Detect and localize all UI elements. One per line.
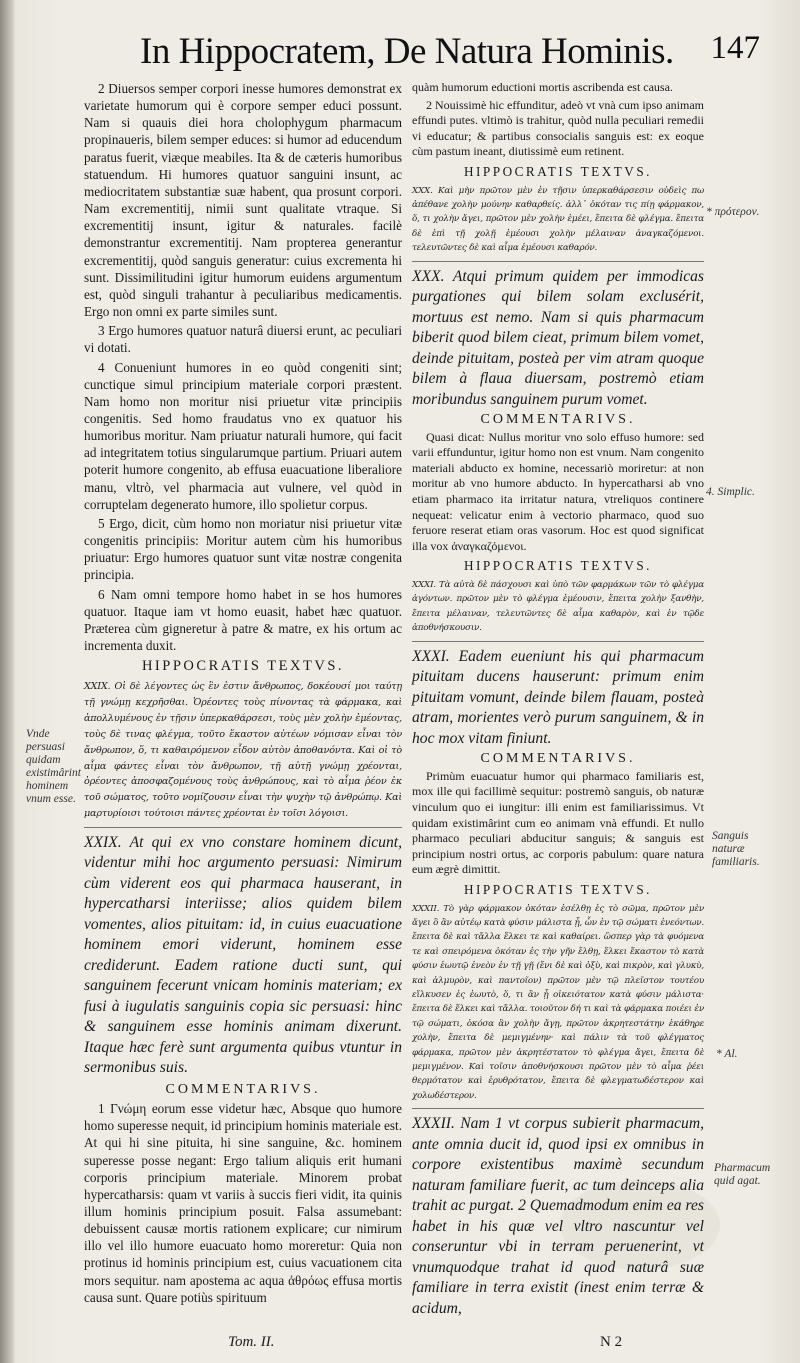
divider [412,1108,704,1109]
paragraph: 6 Nam omni tempore homo habet in se hos humores quatuor. Itaque iam vt homo euasit, habet hæc quatuor. Præterea cùm gigneretur à patre & matre, ex his ortum ac incrementa duxit. [84,586,402,653]
paragraph: 2 Nouissimè hic effunditur, adeò vt vnà cum ipso animam effundi putes. vltimò is trahitur, quòd nulla peculiari remedii vi educatur; & partibus consocialis sanguis est: ex eoque cùm pastum ineant, diutissimè eum retinent. [412,97,704,159]
commentary-heading: COMMENTARIVS. [480,412,636,428]
volume-signature: Tom. II. [228,1334,275,1350]
paragraph: quàm humorum eductioni mortis ascribenda est causa. [412,80,673,94]
page-number: 147 [710,30,760,66]
latin-translation: XXIX. At qui ex vno constare hominem dicunt, videntur mihi hoc argumento persuasi: Nimirum cùm viderent eos qui pharmaca hauserant, in hypercatharsi interiisse; alios quidem bilem vomentes, alios pituitam: id, in cuius euacuatione hominem emori viderunt, hominem esse crediderunt. Eadem ratione ducti sunt, qui sanguinem fecerunt vnicam hominis materiam; ex fusi à iugulatis sanguinis copia sic persuasi: hinc & sanguinem esse hominis animam dixerunt. Itaque hæc ferè sunt argumenta quibus vtuntur in sermonibus suis. [84,833,402,1077]
page-title: In Hippocratem, De Natura Hominis. [140,31,674,72]
section-heading: HIPPOCRATIS TEXTVS. [464,163,652,179]
section-heading: HIPPOCRATIS TEXTVS. [464,558,652,574]
binding-shadow [0,0,14,1363]
section-heading: HIPPOCRATIS TEXTVS. [141,658,345,675]
paragraph: 4 Conueniunt humores in eo quòd congeniti sint; cunctique simul principium materiale corpori præstent. Nam homo non moritur nisi priuetur vitæ principiis congenitis. Sed homo fraudatus vno ex quatuor his humoribus moritur. Nam priuatur naturali humore, qui facit ad integritatem totius singularumque partium. Priuari autem poterit humore congenito, ab effusa euacuatione liberaliore manu, vltrò, vel pharmacia aut vulnere, vel quòd in corruptelam degenerato humore, illo spolietur corpus. [84,359,402,512]
greek-text: XXIX. Οἱ δὲ λέγοντες ὡς ἓν ἐστιν ἄνθρωπος, δοκέουσί μοι ταύτῃ τῇ γνώμῃ κεχρῆσθαι. Ὁρέοντες τοὺς πίνοντας τὰ φάρμακα, καὶ ἀπολλυμένους ἐν τῇσιν ὑπερκαθάρσεσι, τοὺς μὲν χολὴν ἐμέοντας, τοὺς δὲ τινας φλέγμα, τοῦτο ἕκαστον αὐτέων νόμισαν εἶναι τὸν ἄνθρωπον, ὅ, τι καθαιρόμενον εἶδον αὐτὸν ἀποθανόντα. Καὶ οἱ τὸ αἷμα φάντες εἶναι τὸν ἄνθρωπον, τῇ αὐτῇ γνώμῃ χρέονται, ὁρέοντες ἀποσφαζομένους τοὺς ἀνθρώπους, καὶ τὸ αἷμα ῥέον ἐκ τοῦ σώματος, τοῦτο νομίζουσιν εἶναι τὴν ψυχὴν τῷ ἀνθρώπῳ. Καὶ μαρτυρίοισι τούτοισι πάντες χρέονται ἐν τοῖσι λόγοισι. [84,681,402,820]
margin-note: Vnde persuasi quidam existimârint hominem vnum esse. [26,728,81,805]
divider [84,827,402,828]
commentary-text: Quasi dicat: Nullus moritur vno solo effuso humore: sed varii effunduntur, igitur homo non est vnum. Nam congenito materiali abducto ex homine, necessariò moriretur: at non moritur ab vno humore abducto. In hypercatharsi ab vno etiam pharmaco ita irritatur natura, vtreliquos continere nequeat: velicatur enim à vectorio pharmaco, quod suo feruore reserat etiam oras vasorum. Hoc est quod significat illa vox ἀναγκαζόμενοι. [412,429,704,553]
margin-note: Pharmacum quid agat. [714,1162,771,1187]
greek-text: XXXII. Τὸ γὰρ φάρμακον ὁκόταν ἐσέλθῃ ἐς τὸ σῶμα, πρῶτον μὲν ἄγει ὃ ἂν αὐτέῳ κατὰ φύσιν μάλιστα ᾖ, ὧν ἐν τῷ σώματι ἐνεόντων. ἔπειτα δὲ καὶ τἄλλα ἕλκει τε καὶ καθαίρει. ὥσπερ γὰρ τὰ φυόμενα τε καὶ σπειρόμενα ὁκόταν ἐς τὴν γῆν ἔλθῃ, ἕλκει ἕκαστον τὸ κατὰ φύσιν ἑωυτῷ ἐνεὸν ἐν τῇ γῇ (ἔνι δὲ καὶ ὀξὺ, καὶ πικρὸν, καὶ γλυκὺ, καὶ ἁλμυρὸν, καὶ παντοῖον) πρῶτον μὲν τῷ πλεῖστον τουτέου εἵλκυσεν ἐς ἑωυτὸ, ὅ, τι ἂν ᾖ οἰκειότατον κατὰ φύσιν μάλιστα· ἔπειτα δὲ ἕλκει καὶ τἄλλα. τοιοῦτον δή τι καὶ τὰ φάρμακα ποιέει ἐν τῷ σώματι, ὁκόσα ἂν χολὴν ἄγῃ, πρῶτον ἀκρητεστάτην ἐκάθηρε χολὴν, ἔπειτα δὲ μεμιγμένην· καὶ πάλιν τὰ τοῦ φλέγματος φάρμακα, πρῶτον μὲν ἀκρητέστατον τὸ φλέγμα ἄγει, ἔπειτα δὲ μεμιγμένον. Καὶ τοῖσιν ἀποθνήσκουσι πρῶτον μὲν τὸ αἷμα ῥέει θερμότατον καὶ ἐρυθρότατον, ἔπειτα δὲ φλεγματωδέστερον καὶ χολωδέστερον. [412,903,704,1101]
running-header [140,30,760,74]
margin-note: Sanguis naturæ familiaris. [712,830,760,868]
paragraph: 5 Ergo, dicit, cùm homo non moriatur nisi priuetur vitæ congenitis principiis: Moritur autem cùm his humoribus priuatur: Ergo humores quatuor sunt vitæ nostræ congenita principia. [84,515,402,583]
divider [412,641,704,642]
latin-translation: XXXI. Eadem eueniunt his qui pharmacum pituitam ducens hauserunt: primum enim pituitam vomunt, deinde bilem flauam, posteà atram, morientes verò purum sanguinem, & in hoc mox vitam finiunt. [412,647,704,747]
divider [412,261,704,262]
margin-note: * Al. [716,1048,738,1060]
paragraph: 2 Diuersos semper corpori inesse humores demonstrat ex varietate humorum qui è corpore semper educi possunt. Nam si quauis diei hora cholophygum pharmacum propinaueris, bilem semper educes: si humor ad educendum paratus fuerit, viæque meabiles. Ita & de cæteris humoribus statuendum. Hi humores quatuor sanguini insunt, ac mediocritatem substantiæ suæ habent, qua prosunt corpori. Nam excrementitij, nimii sunt qualitate vtraque. Si excrementitij insunt, igitur & naturales. facilè demonstrantur excrementitij. Nam propterea generantur excrementitij, quòd sanguis generatur: cuius excrementa hi sunt. Dissimilitudini igitur humorum euidens argumentum est, quòd singuli trahantur à peculiaribus medicamentis. Ergo non omni ex parte similes sunt. [84,81,402,320]
gathering-signature: N 2 [600,1334,623,1350]
greek-text: XXX. Καὶ μὴν πρῶτον μὲν ἐν τῇσιν ὑπερκαθάρσεσιν οὐδεὶς πω ἀπέθανε χολὴν μούνην καθαρθείς. ἀλλ᾽ ὁκόταν τις πίῃ φάρμακον, ὅ, τι χολὴν ἄγει, πρῶτον μὲν χολὴν ἐμέει, ἔπειτα δὲ φλέγμα. ἔπειτα δὲ ἐπὶ τῇ χολῇ ἐμέουσι χολὴν μέλαιναν ἀναγκαζόμενοι. τελευτῶντες δὲ καὶ αἷμα ἐμέουσι καθαρόν. [412,185,704,254]
right-column [412,80,704,1321]
commentary-heading: COMMENTARIVS. [480,751,636,767]
commentary-text: 1 Γνώμη eorum esse videtur hæc, Absque quo humore homo superesse nequit, id principium hominis materiale est. At qui hi sine pituita, hi sine sanguine, &c. hominem superesse posse negant: Ergo talium aliquis erit humani corporis principium materiale. Minorem probat hypercatharsis: quam vt variis à succis fieri vidit, ita quinis illum hominis principium posuit. Falsa assumebant: debuissent causæ mortis rationem explicare; cur nimirum illo vel illo humore euacuato homo moreretur: Quia non protinus id hominis principium est, cuius vacuationem cita mors sequitur. nam apostema ac aqua ἀθρόως effusa mortis causa sunt. Quare potiùs spirituum [84,1101,402,1305]
commentary-text: Primùm euacuatur humor qui pharmaco familiaris est, mox ille qui facillimè sequitur: postremò sanguis, ob naturæ vinculum quo ei iungitur: illi enim est familiarissimus. Vt quidam existimârint cum eo animam vnà effundi. Et nullo pharmaco peculiari abducitur sanguis; & sanguis est principium nostri ortus, ac corporis pabulum: quare natura eum ægrè dimittit. [412,768,704,877]
latin-translation: XXXII. Nam 1 vt corpus subierit pharmacum, ante omnia ducit id, quod ipsi ex omnibus in corpore existentibus maximè secundum naturam familiare fuerit, ac tum deinceps alia trahit ac purgat. 2 Quemadmodum enim ea res habet in his quæ vel vltro nascuntur vel conseruntur vbi in terram peruenerint, vt vnumquodque trahat id quod naturâ suæ familiare in terra existit (inest enim terræ & acidum, [412,1115,704,1317]
margin-note: * πρότερον. [706,206,760,218]
commentary-heading: COMMENTARIVS. [165,1081,321,1097]
left-column [84,80,402,1308]
section-heading: HIPPOCRATIS TEXTVS. [464,881,652,897]
latin-translation: XXX. Atqui primum quidem per immodicas purgationes qui bilem solam exclusérit, mortuus est nemo. Nam si quis pharmacum biberit quod bilem cieat, primum bilem vomet, deinde pituitam, posteà per vim atram quoque bilem à flaua diuersam, postremò etiam moribundus sanguinem purum vomet. [412,267,704,408]
paragraph: 3 Ergo humores quatuor naturâ diuersi erunt, ac peculiari vi dotati. [84,323,402,356]
margin-note: 4. Simplic. [706,486,755,498]
greek-text: XXXI. Τὰ αὐτὰ δὲ πάσχουσι καὶ ὑπὸ τῶν φαρμάκων τῶν τὸ φλέγμα ἀγόντων. πρῶτον μὲν τὸ φλέγμα ἐμέουσιν, ἔπειτα χολὴν ξανθὴν, ἔπειτα μέλαιναν, τελευτῶντες δὲ αἷμα καθαρὸν, καὶ ἐν τῷδε ἀποθνήσκουσιν. [412,580,704,634]
